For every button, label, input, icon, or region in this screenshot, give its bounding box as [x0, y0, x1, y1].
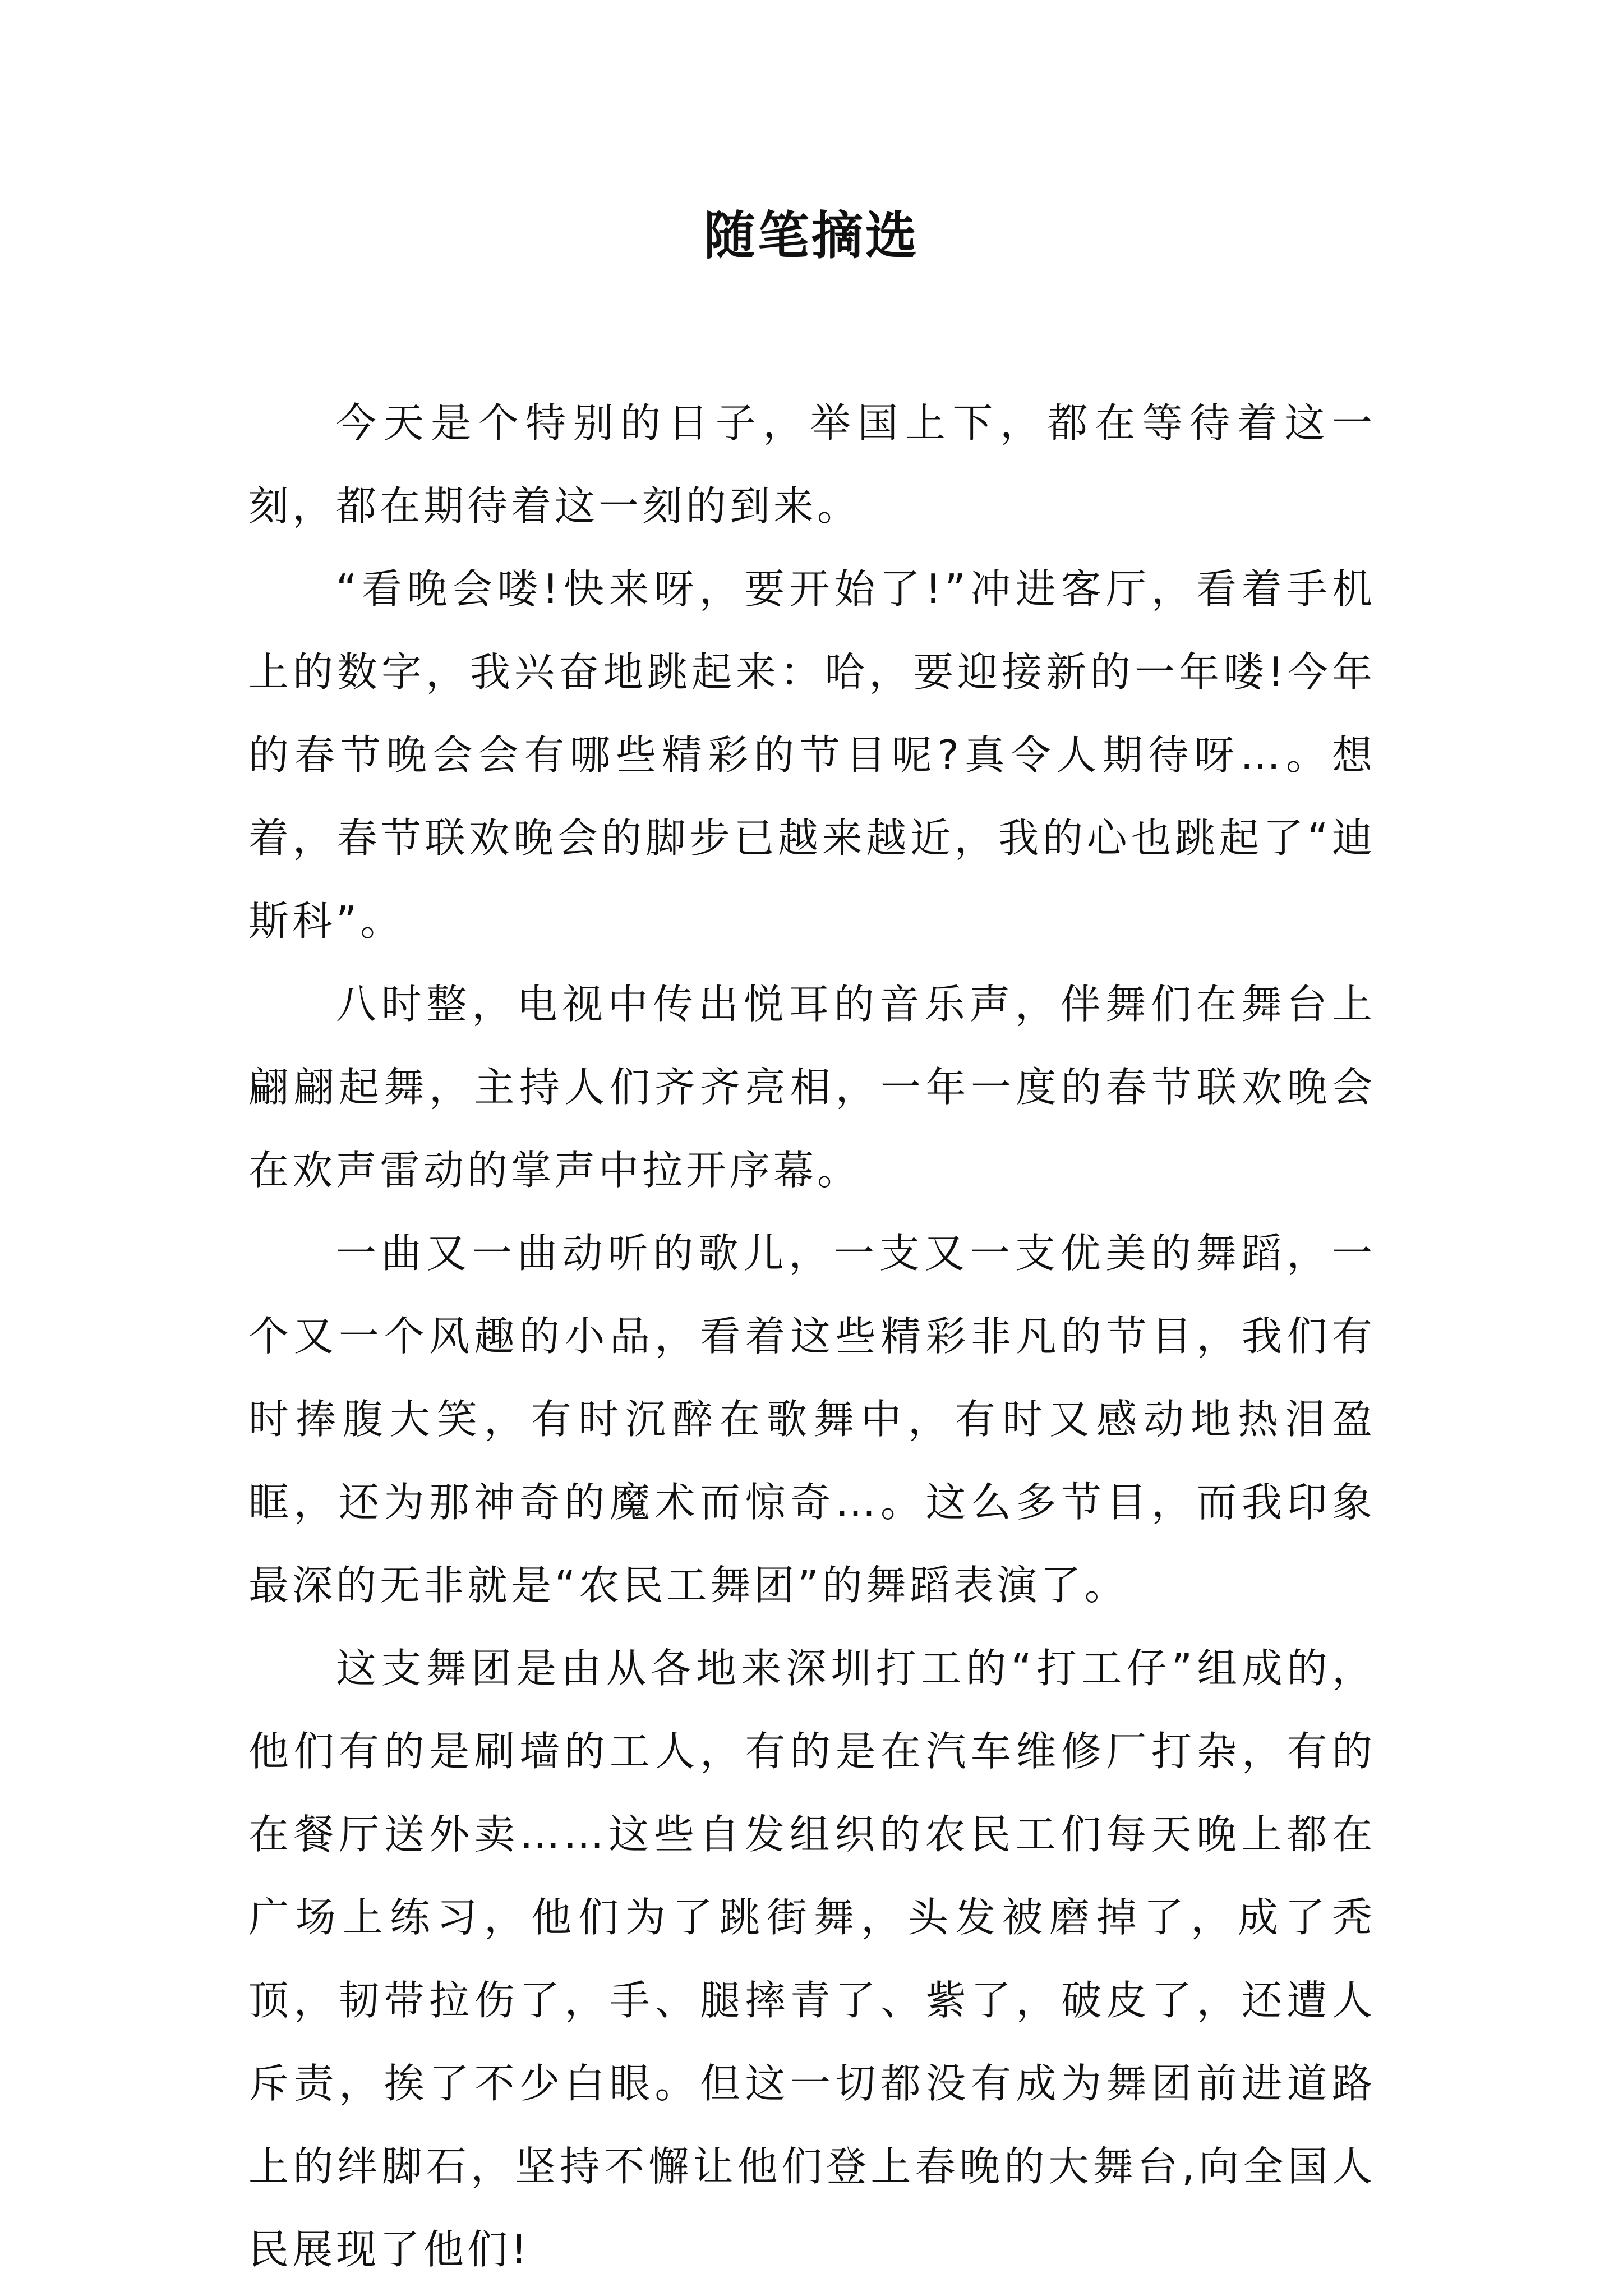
paragraph-5: 这支舞团是由从各地来深圳打工的“打工仔”组成的，他们有的是刷墙的工人，有的是在汽车维修厂打杂，有的在餐厅送外卖……这些自发组织的农民工们每天晚上都在广场上练习，他们为了跳街舞，头发被磨掉了，成了秃顶，韧带拉伤了，手、腿摔青了、紫了，破皮了，还遭人斥责，挨了不少白眼。但这一切都没有成为舞团前进道路上的绊脚石，坚持不懈让他们登上春晚的大舞台,向全国人民展现了他们!: [248, 1645, 1376, 2273]
paragraph-4: 一曲又一曲动听的歌儿，一支又一支优美的舞蹈，一个又一个风趣的小品，看着这些精彩非凡的节目，我们有时捧腹大笑，有时沉醉在歌舞中，有时又感动地热泪盈眶，还为那神奇的魔术而惊奇…。这么多节目，而我印象最深的无非就是“农民工舞团”的舞蹈表演了。: [248, 1230, 1376, 1609]
document-body: [248, 381, 1376, 2291]
document-title: 随笔摘选: [703, 205, 919, 266]
paragraph-2: “看晚会喽!快来呀，要开始了!”冲进客厅，看着手机上的数字，我兴奋地跳起来：哈，要迎接新的一年喽!今年的春节晚会会有哪些精彩的节目呢?真令人期待呀…。想着，春节联欢晚会的脚步已越来越近，我的心也跳起了“迪斯科”。: [248, 565, 1376, 945]
paragraph-3: 八时整，电视中传出悦耳的音乐声，伴舞们在舞台上翩翩起舞，主持人们齐齐亮相，一年一度的春节联欢晚会在欢声雷动的掌声中拉开序幕。: [248, 981, 1376, 1194]
paragraph-1: 今天是个特别的日子，举国上下，都在等待着这一刻，都在期待着这一刻的到来。: [248, 399, 1376, 530]
